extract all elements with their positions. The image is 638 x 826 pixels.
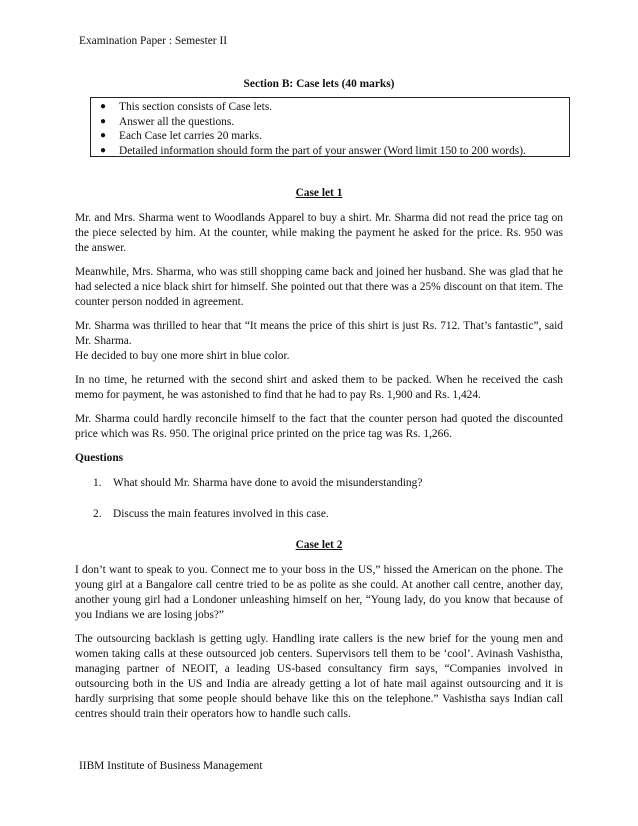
instructions-box [90,97,570,157]
instruction-item: ● Answer all the questions. [100,115,235,128]
instruction-item: ● Detailed information should form the part of your answer (Word limit 150 to 200 words). [100,144,526,157]
main-content [75,186,563,731]
caselet-1-paragraph: Mr. and Mrs. Sharma went to Woodlands Apparel to buy a shirt. Mr. Sharma did not read the price tag on the piece selected by him. At the counter, while making the payment he asked for the price. Rs. 950 was the answer. [75,212,563,254]
page-header: Examination Paper : Semester II [79,35,228,47]
bullet-icon: ● [100,144,107,156]
bullet-icon: ● [100,101,107,112]
question-item [93,507,563,522]
caselet-1-paragraph: Meanwhile, Mrs. Sharma, who was still shopping came back and joined her husband. She was glad that he had selected a nice black shirt for himself. She pointed out that there was a 25% discount on that item. The counter person nodded in agreement. [75,266,563,308]
caselet-2-paragraph: The outsourcing backlash is getting ugly. Handling irate callers is the new brief for the young men and women taking calls at these outsourced job centers. Supervisors tell them to be ‘cool’. Avinash Vashistha, managing partner of NEOIT, a leading US-based consultancy firm says, “Companies involved in outsourcing both in the US and India are already getting a lot of hate mail against outsourcing and it is hardly surprising that some people should behave like this on the telephone.” Vashistha says Indian call centres should train their operators how to handle such calls. [75,633,563,720]
caselet-2-title: Case let 2 [295,539,343,551]
caselet-1-paragraph: In no time, he returned with the second shirt and asked them to be packed. When he received the cash memo for payment, he was astonished to find that he had to pay Rs. 1,900 and Rs. 1,424. [75,374,563,401]
question-text: What should Mr. Sharma have done to avoid the misunderstanding? [113,477,423,489]
instructions-list [91,100,563,158]
question-text: Discuss the main features involved in this case. [113,508,329,520]
questions-heading: Questions [75,452,124,464]
bullet-icon: ● [100,130,107,141]
caselet-2-paragraph: I don’t want to speak to you. Connect me to your boss in the US,” hissed the American on the phone. The young girl at a Bangalore call centre tried to be as polite as she could. At another call centre, another day, another young girl had a Londoner unleashing himself on her, “Young lady, do you know that because of you Indians we are losing jobs?” [75,564,563,621]
question-number: 2. [93,508,102,520]
page-footer: IIBM Institute of Business Management [79,760,263,772]
caselet-1-paragraph: He decided to buy one more shirt in blue color. [75,350,290,362]
bullet-icon: ● [100,115,107,127]
caselet-1-paragraph: Mr. Sharma was thrilled to hear that “It means the price of this shirt is just Rs. 712. That’s fantastic”, said Mr. Sharma. [75,320,563,347]
instruction-item: ● This section consists of Case lets. [100,101,273,113]
caselet-1-paragraph: Mr. Sharma could hardly reconcile himself to the fact that the counter person had quoted the discounted price which was Rs. 950. The original price printed on the price tag was Rs. 1,266. [75,413,563,440]
section-title: Section B: Case lets (40 marks) [243,78,395,90]
question-item [93,476,563,491]
caselet-1-title: Case let 1 [295,187,343,199]
questions-list [75,476,563,522]
question-number: 1. [93,477,102,489]
instruction-item: ● Each Case let carries 20 marks. [100,130,262,142]
